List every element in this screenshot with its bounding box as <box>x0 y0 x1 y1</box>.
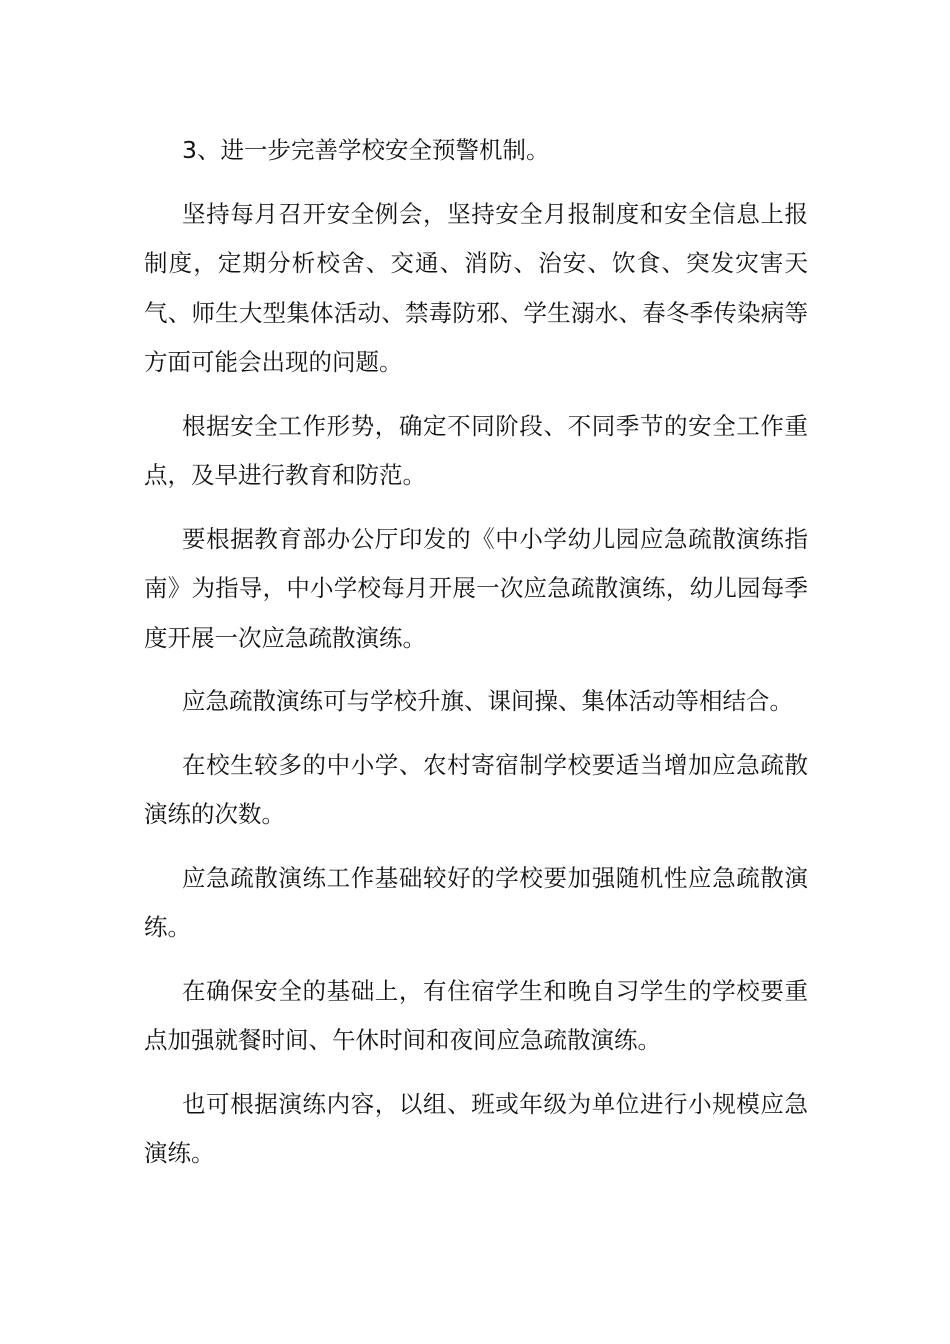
paragraph: 在校生较多的中小学、农村寄宿制学校要适当增加应急疏散演练的次数。 <box>144 750 808 828</box>
paragraph: 应急疏散演练工作基础较好的学校要加强随机性应急疏散演练。 <box>144 863 808 941</box>
paragraph: 在确保安全的基础上，有住宿学生和晚自习学生的学校要重点加强就餐时间、午休时间和夜间应急疏散演练。 <box>144 976 808 1054</box>
paragraph: 要根据教育部办公厅印发的《中小学幼儿园应急疏散演练指南》为指导，中小学校每月开展一次应急疏散演练，幼儿园每季度开展一次应急疏散演练。 <box>144 524 808 652</box>
section-heading: 3、进一步完善学校安全预警机制。 <box>182 136 550 164</box>
document-body <box>144 126 808 1193</box>
paragraph: 根据安全工作形势，确定不同阶段、不同季节的安全工作重点，及早进行教育和防范。 <box>144 411 808 489</box>
paragraph: 应急疏散演练可与学校升旗、课间操、集体活动等相结合。 <box>182 687 793 715</box>
paragraph: 坚持每月召开安全例会，坚持安全月报制度和安全信息上报制度，定期分析校舍、交通、消防、治安、饮食、突发灾害天气、师生大型集体活动、禁毒防邪、学生溺水、春冬季传染病等方面可能会出现的问题。 <box>144 199 808 376</box>
paragraph: 也可根据演练内容，以组、班或年级为单位进行小规模应急演练。 <box>144 1089 808 1167</box>
